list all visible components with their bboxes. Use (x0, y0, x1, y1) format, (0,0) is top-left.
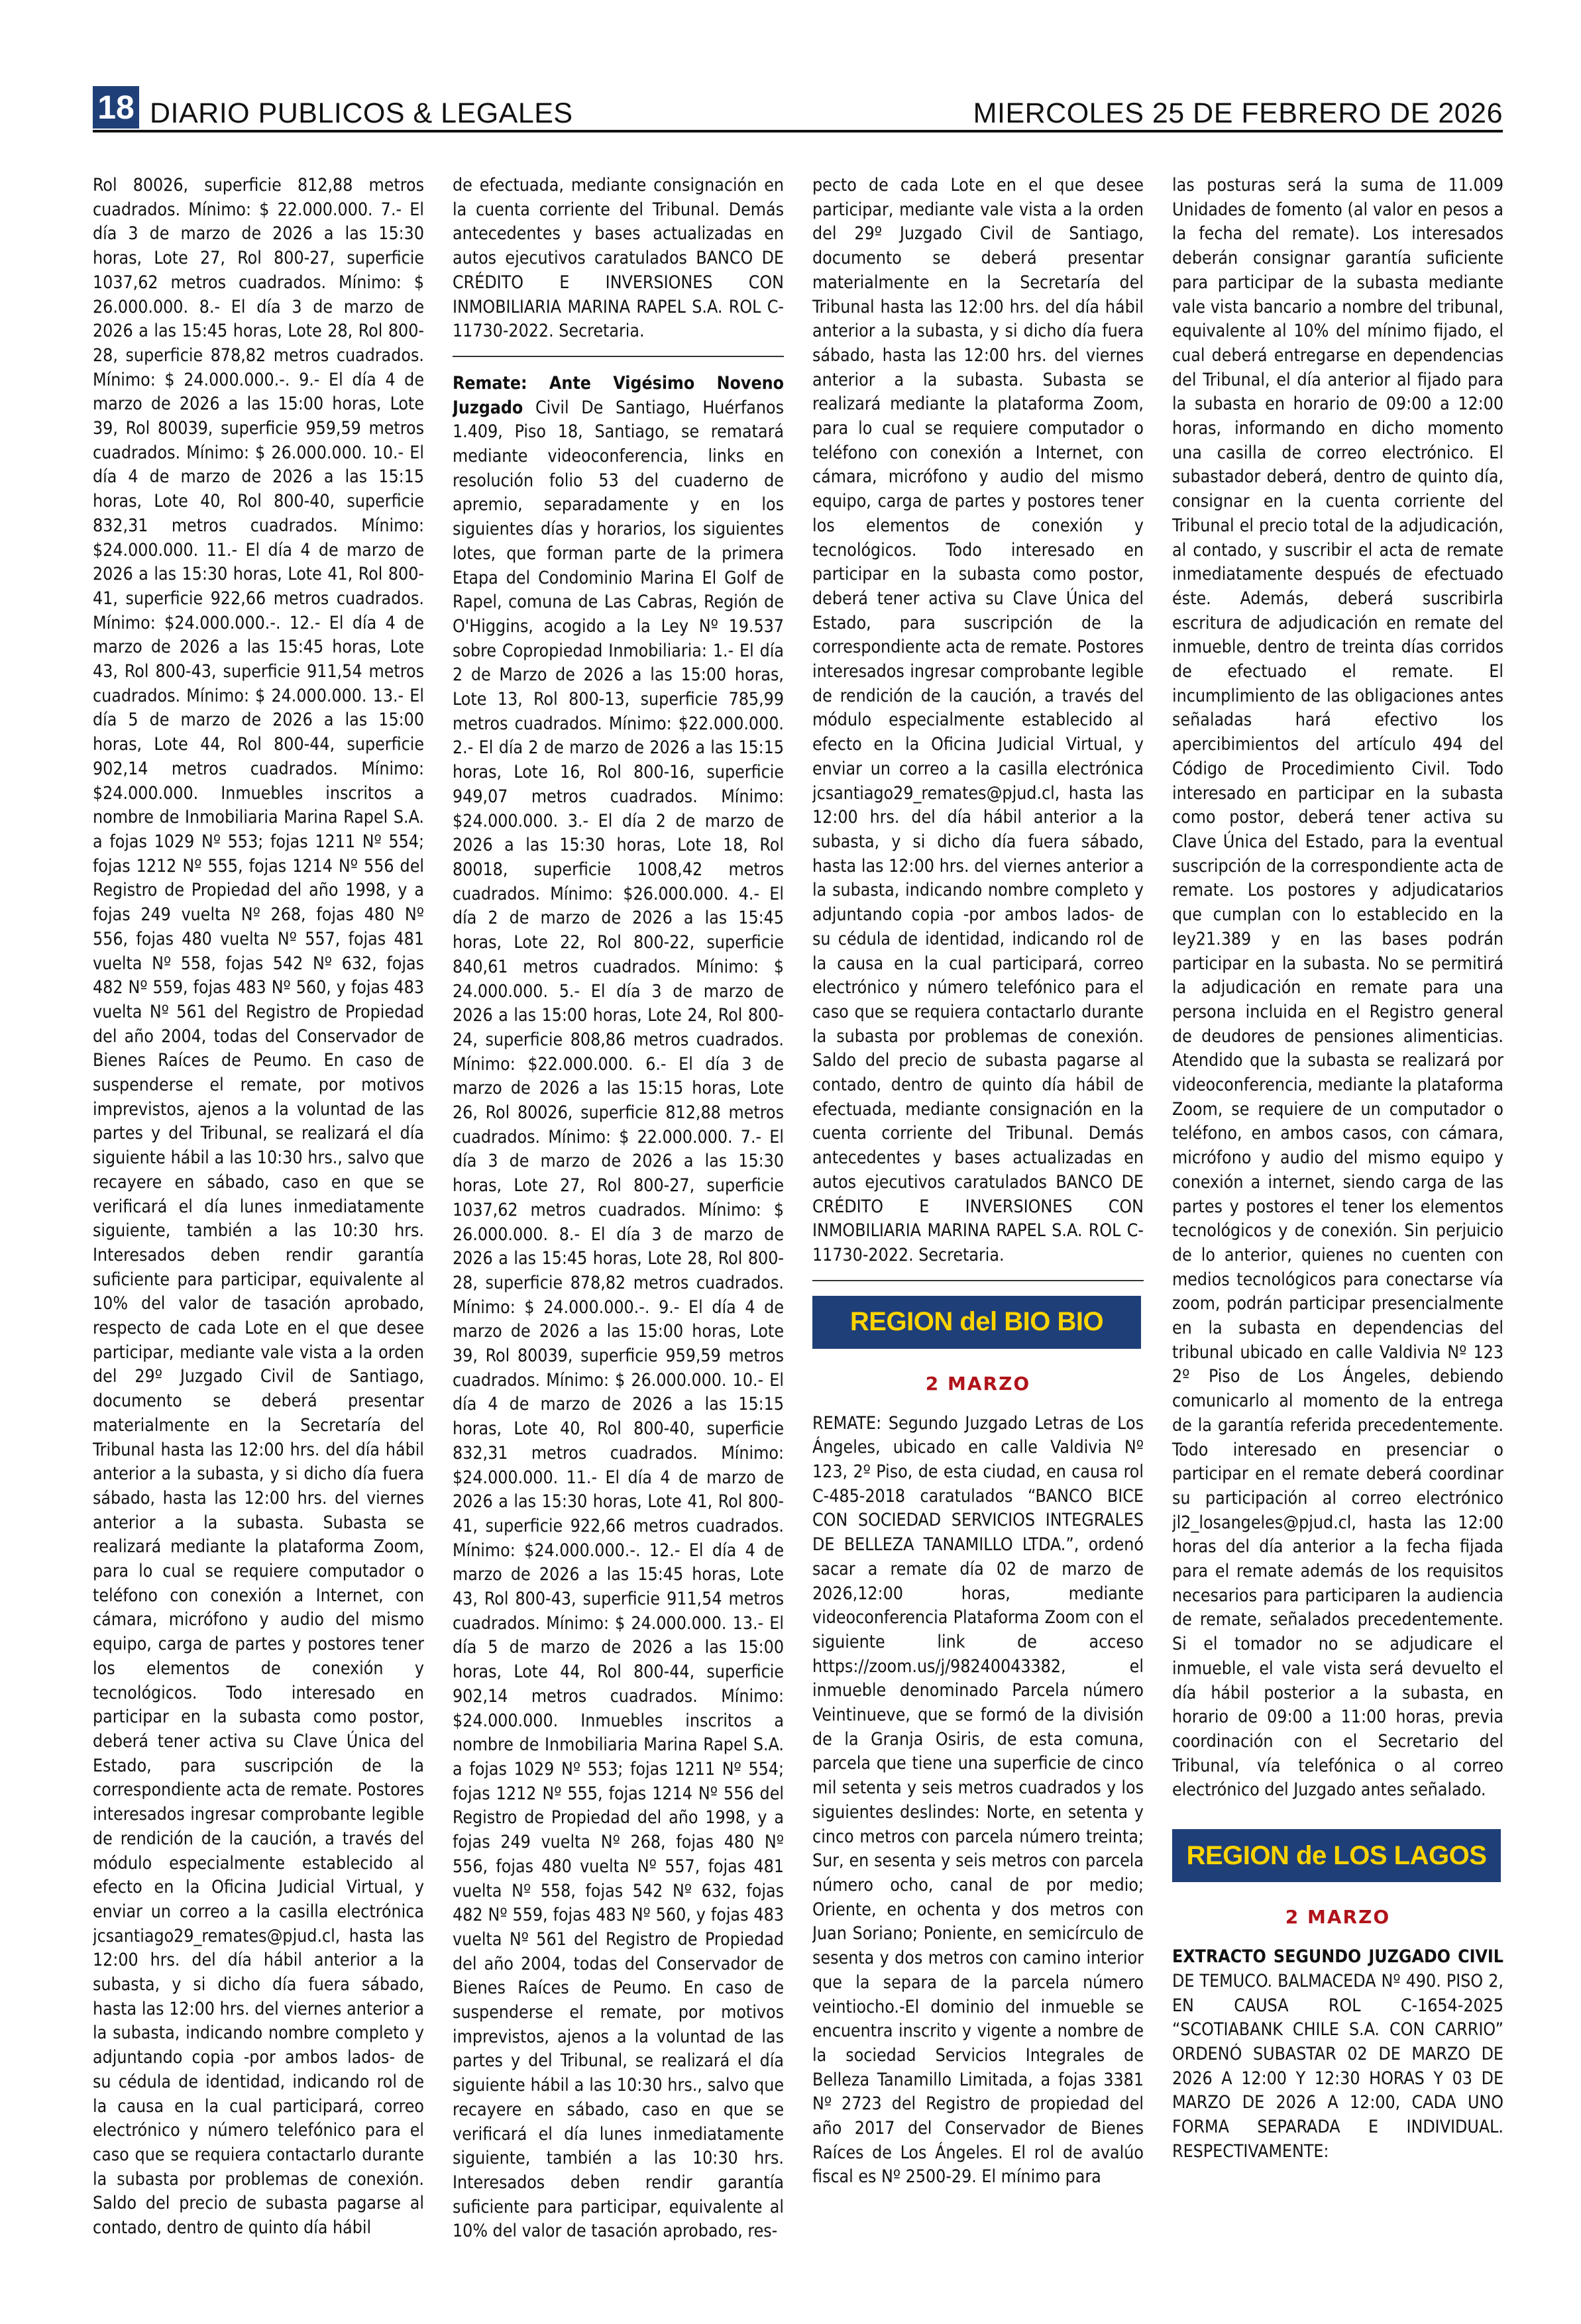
region-banner-los-lagos (1172, 1829, 1501, 1882)
page-header (93, 86, 1503, 129)
notice-remate-29-juzgado (453, 372, 784, 2244)
region-banner-label: REGION del BIO BIO (849, 1307, 1104, 1337)
notice-extracto-temuco (1172, 1945, 1503, 2164)
notice-continuation: Rol 80026, superficie 812,88 metros cuadrados. Mínimo: $ 22.000.000. 7.- El día 3 de marzo de 2026 a las 15:30 horas, Lote 27, Rol 800-27, superficie 1037,62 metros cuadrados. Mínimo: $ 26.000.000. 8.- El día 3 de marzo de 2026 a las 15:45 horas, Lote 28, Rol 800-28, superficie 878,82 metros cuadrados. Mínimo: $ 24.000.000.-. 9.- El día 4 de marzo de 2026 a las 15:00 horas, Lote 39, Rol 80039, superficie 959,59 metros cuadrados. Mínimo: $ 26.000.000. 10.- El día 4 de marzo de 2026 a las 15:15 horas, Lote 40, Rol 800-40, superficie 832,31 metros cuadrados. Mínimo: $24.000.000. 11.- El día 4 de marzo de 2026 a las 15:30 horas, Lote 41, Rol 800-41, superficie 922,66 metros cuadrados. Mínimo: $24.000.000.-. 12.- El día 4 de marzo de 2026 a las 15:45 horas, Lote 43, Rol 800-43, superficie 911,54 metros cuadrados. Mínimo: $ 24.000.000. 13.- El día 5 de marzo de 2026 a las 15:00 horas, Lote 44, Rol 800-44, superficie 902,14 metros cuadrados. Mínimo: $24.000.000. Inmuebles inscritos a nombre de Inmobiliaria Marina Rapel S.A. a fojas 1029 Nº 553; fojas 1211 Nº 554; fojas 1212 Nº 555, fojas 1214 Nº 556 del Registro de Propiedad del año 1998, y a fojas 249 vuelta Nº 268, fojas 480 Nº 556, fojas 480 vuelta Nº 557, fojas 481 vuelta Nº 558, fojas 542 Nº 632, fojas 482 Nº 559, fojas 483 Nº 560, y fojas 483 vuelta Nº 561 del Registro de Propiedad del año 2004, todas del Conservador de Bienes Raíces de Peumo. En caso de suspenderse el remate, por motivos imprevistos, ajenos a la voluntad de las partes y del Tribunal, se realizará el día siguiente hábil a las 10:30 hrs., salvo que recayere en sábado, caso en que se verificará el día lunes inmediatamente siguiente, también a las 10:30 hrs. Interesados deben rendir garantía suficiente para participar, equivalente al 10% del valor de tasación aprobado, respecto de cada Lote en el que desee participar, mediante vale vista a la orden del 29º Juzgado Civil de Santiago, documento se deberá presentar materialmente en la Secretaría del Tribunal hasta las 12:00 hrs. del día hábil anterior a la subasta, y si dicho día fuera sábado, hasta las 12:00 hrs. del viernes anterior a la subasta. Subasta se realizará mediante la plataforma Zoom, para lo cual se requiere computador o teléfono con conexión a Internet, con cámara, micrófono y audio del mismo equipo, carga de partes y postores tener los elementos de conexión y tecnológicos. Todo interesado en participar en la subasta como postor, deberá tener activa su Clave Única del Estado, para suscripción de la correspondiente acta de remate. Postores interesados ingresar comprobante legible de rendición de la caución, a través del módulo especialmente establecido al efecto en la Oficina Judicial Virtual, y enviar un correo a la casilla electrónica jcsantiago29_remates@pjud.cl, hasta las 12:00 hrs. del día hábil anterior a la subasta, y si dicho día fuera sábado, hasta las 12:00 hrs. del viernes anterior a la subasta, indicando nombre completo y adjuntando copia -por ambos lados- de su cédula de identidad, indicando rol de la causa en la cual participará, correo electrónico y número telefónico para el caso que se requiera contactarlo durante la subasta por problemas de conexión. Saldo del precio de subasta pagarse al contado, dentro de quinto día hábil (93, 175, 424, 2239)
region-banner-bio-bio (812, 1296, 1141, 1349)
column-4 (1172, 174, 1503, 2307)
region-banner-label: REGION de LOS LAGOS (1186, 1840, 1487, 1870)
date-heading: 2 MARZO (925, 1372, 1031, 1395)
notice-continuation: las posturas será la suma de 11.009 Unidades de fomento (al valor en pesos a la fecha del remate). Los interesados deberán consignar garantía suficiente para participar de la subasta mediante vale vista bancario a nombre del tribunal, equivalente al 10% del mínimo fijado, el cual deberá entregarse en dependencias del Tribunal, el día anterior al fijado para la subasta en horario de 09:00 a 12:00 horas, informando en dicho momento una casilla de correo electrónico. El subastador deberá, dentro de quinto día, consignar en la cuenta corriente del Tribunal el precio total de la adjudicación, al contado, y suscribir el acta de remate inmediatamente después de efectuado éste. Además, deberá suscribirla escritura de adjudicación en remate del inmueble, dentro de treinta días corridos de efectuado el remate. El incumplimiento de las obligaciones antes señaladas hará efectivo los apercibimientos del artículo 494 del Código de Procedimiento Civil. Todo interesado en participar en la subasta como postor, deberá tener activa su Clave Única del Estado, para la eventual suscripción de la correspondiente acta de remate. Los postores y adjudicatarios que cumplan con lo establecido en la Iey21.389 y en las bases podrán participar en la subasta. No se permitirá la adjudicación en remate para una persona incluida en el Registro general de deudores de pensiones alimenticias. Atendido que la subasta se realizará por videoconferencia, mediante la plataforma Zoom, se requiere de un computador o teléfono, en ambos casos, con cámara, micrófono y audio del mismo equipo y conexión a internet, siendo carga de las partes y postores el tener los elementos tecnológicos y de conexión. Sin perjuicio de lo anterior, quienes no cuenten con medios tecnológicos para conectarse vía zoom, podrán participar presencialmente en la subasta en dependencias del tribunal ubicado en calle Valdivia Nº 123 2º Piso de Los Ángeles, debiendo comunicarlo al momento de la entrega de la garantía referida precedentemente. Todo interesado en presenciar o participar en el remate deberá coordinar su participación al correo electrónico jl2_losangeles@pjud.cl, hasta las 12:00 horas del día anterior a la fecha fijada para el remate además de los requisitos necesarios para participaren la audiencia de remate, señalados precedentemente. Si el tomador no se adjudicare el inmueble, el vale vista será devuelto el día hábil posterior a la subasta, en horario de 09:00 a 11:00 horas, previa coordinación con el Secretario del Tribunal, vía telefónica o al correo electrónico del Juzgado antes señalado. (1172, 175, 1503, 1801)
notice-body: DE TEMUCO. BALMACEDA Nº 490. PISO 2, EN CAUSA ROL C-1654-2025 “SCOTIABANK CHILE S.A. CON CARRIO” ORDENÓ SUBASTAR 02 DE MARZO DE 2026 A 12:00 Y 12:30 HORAS Y 03 DE MARZO DE 2026 A 12:00, CADA UNO FORMA SEPARADA E INDIVIDUAL. RESPECTIVAMENTE: (1172, 1970, 1503, 2162)
notice-divider (812, 1280, 1144, 1281)
edition-date: MIERCOLES 25 DE FEBRERO DE 2026 (973, 97, 1503, 129)
header-divider (93, 130, 1503, 132)
notice-continuation: pecto de cada Lote en el que desee participar, mediante vale vista a la orden del 29º Juzgado Civil de Santiago, documento se deberá presentar materialmente en la Secretaría del Tribunal hasta las 12:00 hrs. del día hábil anterior a la subasta, y si dicho día fuera sábado, hasta las 12:00 hrs. del viernes anterior a la subasta. Subasta se realizará mediante la plataforma Zoom, para lo cual se requiere computador o teléfono con conexión a Internet, con cámara, micrófono y audio del mismo equipo, carga de partes y postores tener los elementos de conexión y tecnológicos. Todo interesado en participar en la subasta como postor, deberá tener activa su Clave Única del Estado, para suscripción de la correspondiente acta de remate. Postores interesados ingresar comprobante legible de rendición de la caución, a través del módulo especialmente establecido al efecto en la Oficina Judicial Virtual, y enviar un correo a la casilla electrónica jcsantiago29_remates@pjud.cl, hasta las 12:00 hrs. del día hábil anterior a la subasta, y si dicho día fuera sábado, hasta las 12:00 hrs. del viernes anterior a la subasta, indicando nombre completo y adjuntando copia -por ambos lados- de su cédula de identidad, indicando rol de la causa en la cual participará, correo electrónico y número telefónico para el caso que se requiera contactarlo durante la subasta por problemas de conexión. Saldo del precio de subasta pagarse al contado, dentro de quinto día hábil de efectuada, mediante consignación en la cuenta corriente del Tribunal. Demás antecedentes y bases actualizadas en autos ejecutivos caratulados BANCO DE CRÉDITO E INVERSIONES CON INMOBILIARIA MARINA RAPEL S.A. ROL C-11730-2022. Secretaria. (812, 175, 1144, 1265)
notice-lead: EXTRACTO SEGUNDO JUZGADO CIVIL (1172, 1946, 1503, 1968)
page-number: 18 (93, 86, 139, 129)
date-heading: 2 MARZO (1285, 1906, 1391, 1928)
notice-divider (453, 356, 784, 357)
column-2 (453, 174, 784, 2307)
publication-name: DIARIO PUBLICOS & LEGALES (150, 97, 573, 129)
column-3 (812, 174, 1144, 2307)
notice-lead: Remate: Ante Vigésimo Noveno Juzgado (453, 372, 784, 418)
notice-remate-los-angeles: REMATE: Segundo Juzgado Letras de Los Ángeles, ubicado en calle Valdivia Nº 123, 2º Piso, de esta ciudad, en causa rol C-485-2018 caratulados “BANCO BICE CON SOCIEDAD SERVICIOS INTEGRALES DE BELLEZA TANAMILLO LTDA.”, ordenó sacar a remate día 02 de marzo de 2026,12:00 horas, mediante videoconferencia Plataforma Zoom con el siguiente link de acceso https://zoom.us/j/98240043382, el inmueble denominado Parcela número Veintinueve, que se formó de la división de la Granja Osiris, de esta comuna, parcela que tiene una superficie de cinco mil setenta y seis metros cuadrados y los siguientes deslindes: Norte, en setenta y cinco metros con parcela número treinta; Sur, en sesenta y seis metros con parcela número ocho, canal de por medio; Oriente, en ochenta y dos metros con Juan Soriano; Poniente, en semicírculo de sesenta y dos metros con camino interior que la separa de la parcela número veintiocho.-El dominio del inmueble se encuentra inscrito y vigente a nombre de la sociedad Servicios Integrales de Belleza Tanamillo Limitada, a fojas 3381 Nº 2723 del Registro de propiedad del año 2017 del Conservador de Bienes Raíces de Los Ángeles. El rol de avalúo fiscal es Nº 2500-29. El mínimo para (812, 1412, 1144, 2188)
column-1 (93, 174, 424, 2307)
notice-body: Civil De Santiago, Huérfanos 1.409, Piso 18, Santiago, se rematará mediante videoconferencia, links en resolución folio 53 del cuaderno de apremio, separadamente y en los siguientes días y horarios, los siguientes lotes, que forman parte de la primera Etapa del Condominio Marina El Golf de Rapel, comuna de Las Cabras, Región de O'Higgins, acogido a la Ley Nº 19.537 sobre Copropiedad Inmobiliaria: 1.- El día 2 de Marzo de 2026 a las 15:00 horas, Lote 13, Rol 800-13, superficie 785,99 metros cuadrados. Mínimo: $22.000.000. 2.- El día 2 de marzo de 2026 a las 15:15 horas, Lote 16, Rol 800-16, superficie 949,07 metros cuadrados. Mínimo: $24.000.000. 3.- El día 2 de marzo de 2026 a las 15:30 horas, Lote 18, Rol 80018, superficie 1008,42 metros cuadrados. Mínimo: $26.000.000. 4.- El día 2 de marzo de 2026 a las 15:45 horas, Lote 22, Rol 800-22, superficie 840,61 metros cuadrados. Mínimo: $ 24.000.000. 5.- El día 3 de marzo de 2026 a las 15:00 horas, Lote 24, Rol 800-24, superficie 808,86 metros cuadrados. Mínimo: $22.000.000. 6.- El día 3 de marzo de 2026 a las 15:15 horas, Lote 26, Rol 80026, superficie 812,88 metros cuadrados. Mínimo: $ 22.000.000. 7.- El día 3 de marzo de 2026 a las 15:30 horas, Lote 27, Rol 800-27, superficie 1037,62 metros cuadrados. Mínimo: $ 26.000.000. 8.- El día 3 de marzo de 2026 a las 15:45 horas, Lote 28, Rol 800-28, superficie 878,82 metros cuadrados. Mínimo: $ 24.000.000.-. 9.- El día 4 de marzo de 2026 a las 15:00 horas, Lote 39, Rol 80039, superficie 959,59 metros cuadrados. Mínimo: $ 26.000.000. 10.- El día 4 de marzo de 2026 a las 15:15 horas, Lote 40, Rol 800-40, superficie 832,31 metros cuadrados. Mínimo: $24.000.000. 11.- El día 4 de marzo de 2026 a las 15:30 horas, Lote 41, Rol 800-41, superficie 922,66 metros cuadrados. Mínimo: $24.000.000.-. 12.- El día 4 de marzo de 2026 a las 15:45 horas, Lote 43, Rol 800-43, superficie 911,54 metros cuadrados. Mínimo: $ 24.000.000. 13.- El día 5 de marzo de 2026 a las 15:00 horas, Lote 44, Rol 800-44, superficie 902,14 metros cuadrados. Mínimo: $24.000.000. Inmuebles inscritos a nombre de Inmobiliaria Marina Rapel S.A. a fojas 1029 Nº 553; fojas 1211 Nº 554; fojas 1212 Nº 555, fojas 1214 Nº 556 del Registro de Propiedad del año 1998, y a fojas 249 vuelta Nº 268, fojas 480 Nº 556, fojas 480 vuelta Nº 557, fojas 481 vuelta Nº 558, fojas 542 Nº 632, fojas 482 Nº 559, fojas 483 Nº 560, y fojas 483 vuelta Nº 561 del Registro de Propiedad del año 2004, todas del Conservador de Bienes Raíces de Peumo. En caso de suspenderse el remate, por motivos imprevistos, ajenos a la voluntad de las partes y del Tribunal, se realizará el día siguiente hábil a las 10:30 hrs., salvo que recayere en sábado, caso en que se verificará el día lunes inmediatamente siguiente, también a las 10:30 hrs. Interesados deben rendir garantía suficiente para participar, equivalente al 10% del valor de tasación aprobado, res- (453, 397, 784, 2242)
notice-continuation: de efectuada, mediante consignación en la cuenta corriente del Tribunal. Demás antecedentes y bases actualizadas en autos ejecutivos caratulados BANCO DE CRÉDITO E INVERSIONES CON INMOBILIARIA MARINA RAPEL S.A. ROL C-11730-2022. Secretaria. (453, 175, 784, 342)
